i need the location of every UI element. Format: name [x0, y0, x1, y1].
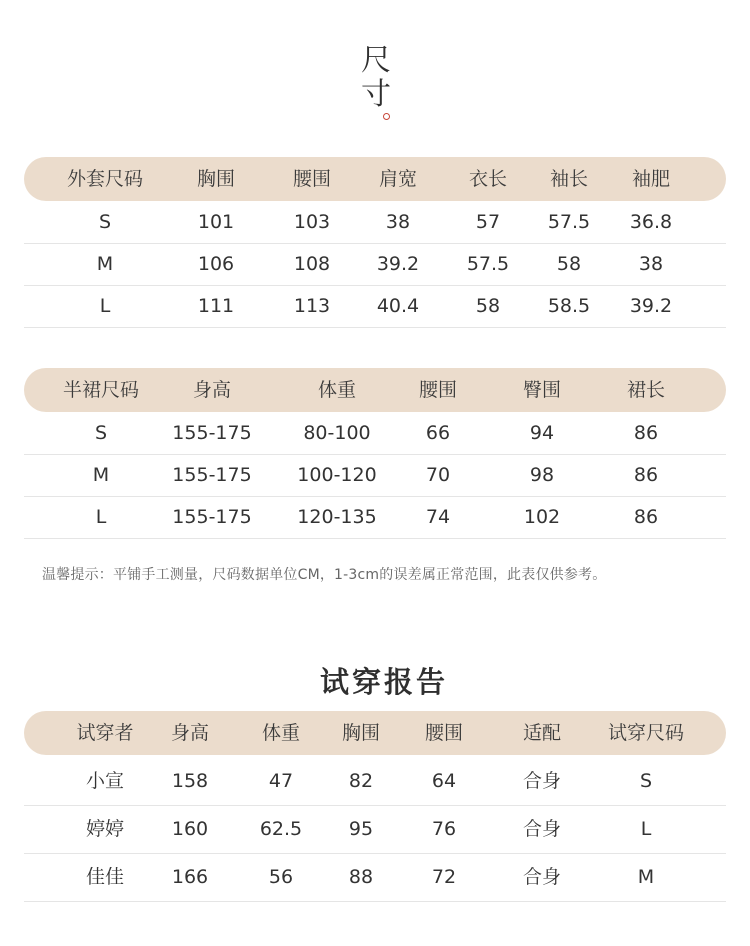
header-cell: 外套尺码: [66, 168, 144, 190]
table-cell: 155-175: [172, 422, 252, 444]
header-cell: 体重: [261, 722, 301, 744]
header-cell: 半裙尺码: [62, 379, 140, 401]
table-cell: 86: [633, 506, 659, 528]
table-cell: 106: [197, 253, 235, 275]
table-cell: M: [92, 464, 110, 486]
table-cell: 160: [171, 818, 209, 840]
measurement-note: 温馨提示：平铺手工测量，尺码数据单位CM，1-3cm的误差属正常范围，此表仅供参考。: [42, 567, 607, 583]
table-cell: 39.2: [376, 253, 420, 275]
table-header: [24, 157, 726, 201]
table-cell: 86: [633, 464, 659, 486]
table-row: [24, 806, 726, 854]
header-cell: 袖长: [549, 168, 589, 190]
table-cell: 101: [197, 211, 235, 233]
table-cell: S: [639, 770, 653, 792]
table-cell: 95: [348, 818, 374, 840]
table-cell: 婷婷: [85, 818, 125, 840]
table-header: [24, 711, 726, 755]
table-cell: 38: [638, 253, 664, 275]
decorative-dot-icon: [383, 113, 390, 120]
header-cell: 试穿尺码: [607, 722, 685, 744]
title-char-2: 寸: [361, 77, 391, 112]
table-row: [24, 758, 726, 806]
jacket-size-table: [24, 157, 726, 328]
table-row: [24, 497, 726, 539]
table-row: [24, 286, 726, 328]
table-row: [24, 413, 726, 455]
header-cell: 肩宽: [378, 168, 418, 190]
section-title: 试穿报告: [319, 665, 448, 699]
table-cell: 155-175: [172, 506, 252, 528]
header-cell: 适配: [522, 722, 562, 744]
table-cell: 166: [171, 866, 209, 888]
table-cell: S: [94, 422, 108, 444]
header-cell: 臀围: [522, 379, 562, 401]
table-cell: 88: [348, 866, 374, 888]
table-cell: 38: [385, 211, 411, 233]
table-cell: 86: [633, 422, 659, 444]
table-cell: 56: [268, 866, 294, 888]
title-char-1: 尺: [361, 43, 391, 78]
table-cell: 58: [556, 253, 582, 275]
table-cell: L: [99, 295, 111, 317]
page-title: [358, 44, 394, 112]
header-cell: 腰围: [292, 168, 332, 190]
table-cell: 47: [268, 770, 294, 792]
table-cell: 98: [529, 464, 555, 486]
table-row: [24, 244, 726, 286]
header-cell: 袖肥: [631, 168, 671, 190]
header-cell: 腰围: [424, 722, 464, 744]
header-cell: 身高: [192, 379, 232, 401]
table-cell: 佳佳: [85, 866, 125, 888]
table-cell: 40.4: [376, 295, 420, 317]
header-cell: 体重: [317, 379, 357, 401]
table-cell: 64: [431, 770, 457, 792]
table-cell: 72: [431, 866, 457, 888]
table-cell: 94: [529, 422, 555, 444]
header-cell: 胸围: [196, 168, 236, 190]
table-cell: 58.5: [547, 295, 591, 317]
table-cell: 62.5: [259, 818, 303, 840]
table-cell: 76: [431, 818, 457, 840]
table-cell: 113: [293, 295, 331, 317]
table-cell: 100-120: [297, 464, 377, 486]
table-cell: 66: [425, 422, 451, 444]
table-cell: 57.5: [547, 211, 591, 233]
table-cell: 70: [425, 464, 451, 486]
table-cell: 合身: [522, 770, 562, 792]
table-cell: M: [637, 866, 655, 888]
table-row: [24, 455, 726, 497]
table-cell: 36.8: [629, 211, 673, 233]
table-cell: 82: [348, 770, 374, 792]
table-cell: 合身: [522, 866, 562, 888]
table-cell: 103: [293, 211, 331, 233]
table-cell: 108: [293, 253, 331, 275]
table-cell: 58: [475, 295, 501, 317]
table-row: [24, 854, 726, 902]
header-cell: 腰围: [418, 379, 458, 401]
table-cell: L: [640, 818, 652, 840]
skirt-size-table: [24, 368, 726, 539]
header-cell: 试穿者: [76, 722, 134, 744]
table-cell: 74: [425, 506, 451, 528]
table-cell: 小宣: [85, 770, 125, 792]
header-cell: 裙长: [626, 379, 666, 401]
header-cell: 身高: [170, 722, 210, 744]
table-cell: 158: [171, 770, 209, 792]
table-cell: S: [98, 211, 112, 233]
header-cell: 衣长: [468, 168, 508, 190]
table-cell: 155-175: [172, 464, 252, 486]
table-header: [24, 368, 726, 412]
table-cell: L: [95, 506, 107, 528]
table-cell: 57: [475, 211, 501, 233]
table-cell: 120-135: [297, 506, 377, 528]
table-cell: 39.2: [629, 295, 673, 317]
table-cell: 57.5: [466, 253, 510, 275]
table-cell: 102: [523, 506, 561, 528]
table-cell: 合身: [522, 818, 562, 840]
table-row: [24, 202, 726, 244]
trial-report-table: [24, 711, 726, 902]
table-cell: M: [96, 253, 114, 275]
table-cell: 80-100: [303, 422, 371, 444]
table-cell: 111: [197, 295, 235, 317]
header-cell: 胸围: [341, 722, 381, 744]
